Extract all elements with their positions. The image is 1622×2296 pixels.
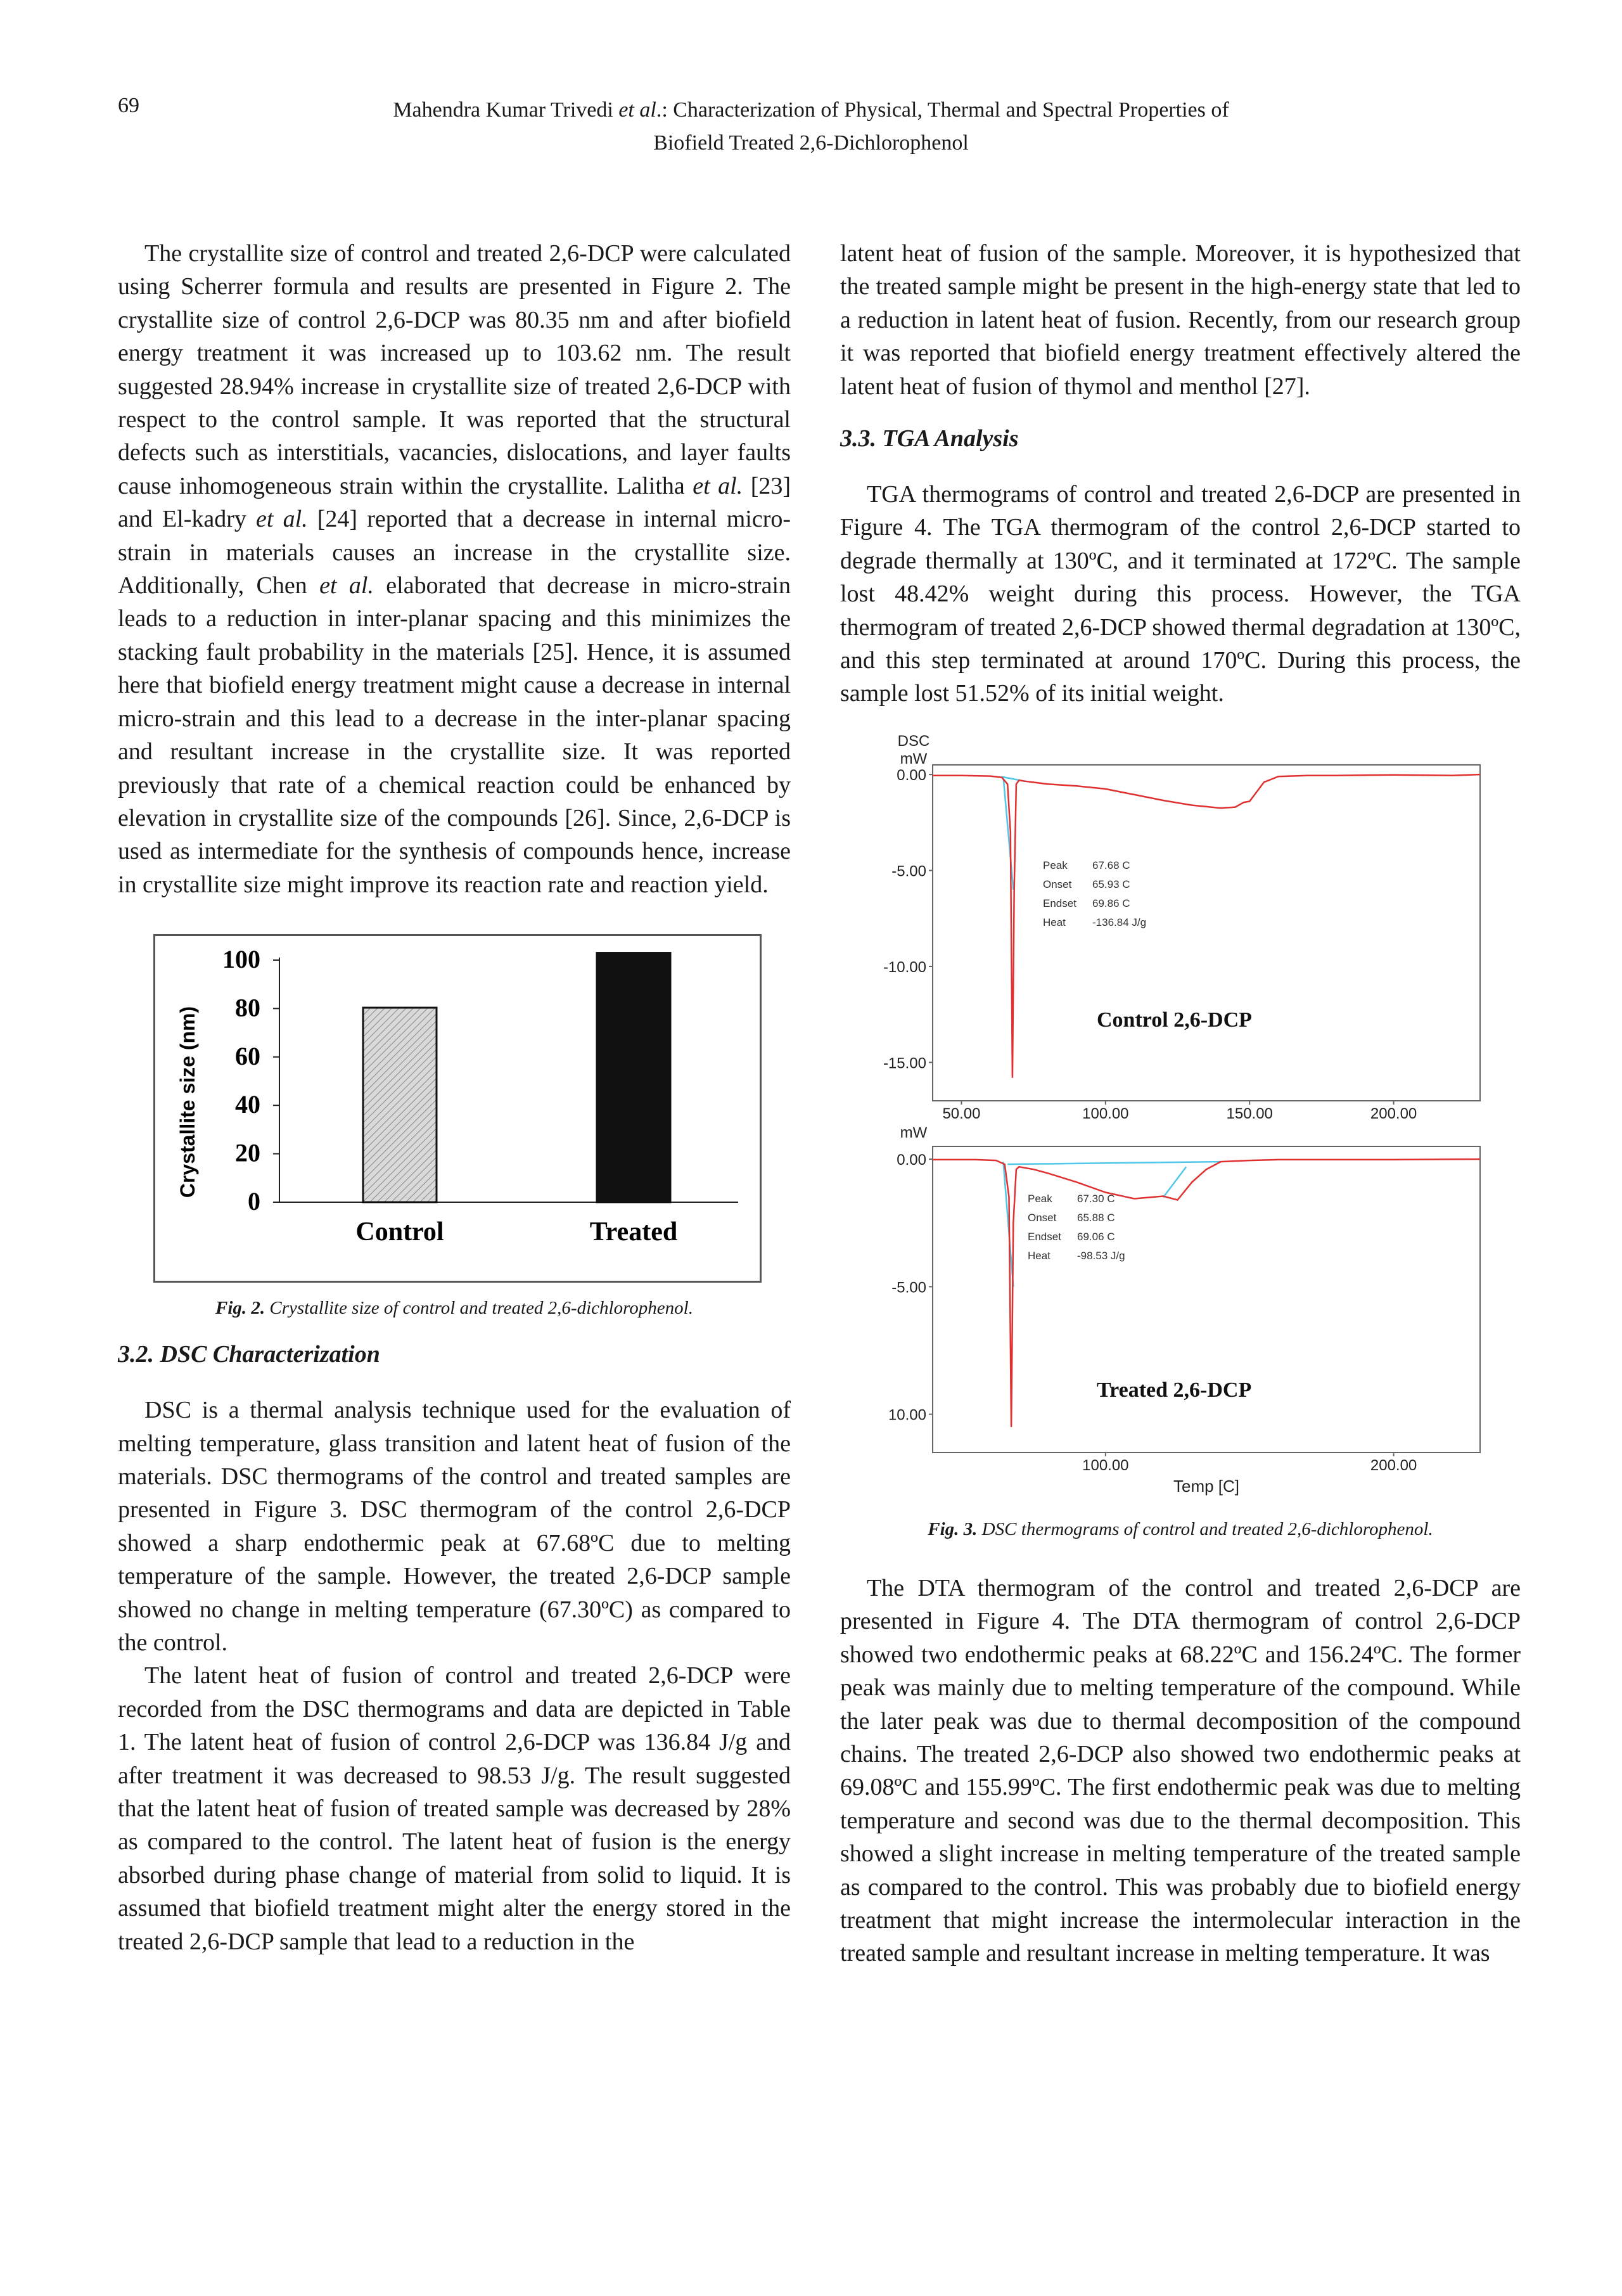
panel-label: Control 2,6-DCP: [1097, 1008, 1252, 1032]
baseline-line: [1007, 1162, 1221, 1164]
running-head-et-al: et al: [618, 98, 656, 122]
left-column: [118, 237, 791, 1958]
onset-tangent-line: [1003, 1162, 1013, 1286]
annotation-value: 65.88 C: [1077, 1211, 1115, 1224]
tga-paragraph: TGA thermograms of control and treated 2,6-DCP are presented in Figure 4. The TGA thermogram of the control 2,6-DCP started to degrade thermally at 130ºC, and it terminated at 172ºC. The sample lost 48.42% weight during this process. However, the TGA thermogram of treated 2,6-DCP showed thermal degradation at 130ºC, and this step terminated at around 170ºC. During this process, the sample lost 51.52% of its initial weight.: [840, 481, 1521, 707]
section-3-3-heading: 3.3. TGA Analysis: [840, 425, 1019, 452]
running-head-title-2: Biofield Treated 2,6-Dichlorophenol: [653, 131, 969, 155]
latent-heat-paragraph: The latent heat of fusion of control and treated 2,6-DCP were recorded from the DSC thermograms and data are depicted in Table 1. The latent heat of fusion of control 2,6-DCP was 136.84 J/g and after treatment it was decreased to 98.53 J/g. The result suggested that the latent heat of fusion of treated sample was decreased by 28% as compared to the control. The latent heat of fusion is the energy absorbed during phase change of material from solid to liquid. It is assumed that biofield treatment might alter the energy stored in the treated 2,6-DCP sample that lead to a reduction in the: [118, 1662, 791, 1955]
y-tick-label: 0.00: [897, 1151, 926, 1169]
right-column: [840, 237, 1521, 1970]
annotation-key: Peak: [1028, 1192, 1052, 1205]
x-category-label: Control: [355, 1217, 444, 1247]
y-tick-label: 100: [222, 945, 260, 974]
figure-2-bar-chart: [153, 934, 762, 1283]
annotation-key: Onset: [1043, 878, 1072, 890]
x-tick-label: 200.00: [1370, 1456, 1417, 1474]
annotation-value: 65.93 C: [1092, 878, 1130, 890]
x-tick-label: 150.00: [1226, 1105, 1273, 1122]
y-tick-label: 40: [235, 1090, 260, 1119]
dsc-curve: [933, 774, 1480, 1078]
units-label: mW: [900, 1124, 928, 1141]
annotation-key: Heat: [1028, 1249, 1050, 1262]
y-tick-label: -15.00: [883, 1055, 926, 1072]
running-head-authors: Mahendra Kumar Trivedi: [393, 98, 613, 122]
running-head: [190, 94, 1432, 160]
x-tick-label: 200.00: [1370, 1105, 1417, 1122]
y-tick-label: 80: [235, 993, 260, 1022]
x-category-label: Treated: [589, 1217, 678, 1247]
dta-paragraph: The DTA thermogram of the control and treated 2,6-DCP are presented in Figure 4. The DTA thermogram of control 2,6-DCP showed two endothermic peaks at 68.22ºC and 156.24ºC. The former peak was mainly due to melting temperature of the compound. While the later peak was due to thermal decomposition of the compound chains. The treated 2,6-DCP also showed two endothermic peaks at 69.08ºC and 155.99ºC. The first endothermic peak was due to melting temperature and second was due to the thermal decomposition. This showed a slight increase in melting temperature of the treated sample as compared to the control. This was probably due to biofield energy treatment that might increase the intermolecular interaction in the treated sample and resultant increase in melting temperature. It was: [840, 1574, 1521, 1967]
annotation-key: Heat: [1043, 916, 1066, 928]
figure-3-caption: Fig. 3. DSC thermograms of control and treated 2,6-dichlorophenol.: [928, 1518, 1433, 1539]
page-number: 69: [118, 94, 139, 117]
crystallite-paragraph: The crystallite size of control and treated 2,6-DCP were calculated using Scherrer formula and results are presented in Figure 2. The crystallite size of control 2,6-DCP was 80.35 nm and after biofield energy treatment it was increased up to 103.62 nm. The result suggested 28.94% increase in crystallite size of treated 2,6-DCP with respect to the control sample. It was reported that the structural defects such as interstitials, vacancies, dislocations, and layer faults cause inhomogeneous strain within the crystallite. Lalitha et al. [23] and El-kadry et al. [24] reported that a decrease in internal micro-strain in materials causes an increase in the crystallite size. Additionally, Chen et al. elaborated that decrease in micro-strain leads to a reduction in inter-planar spacing and this minimizes the stacking fault probability in the materials [25]. Hence, it is assumed here that biofield energy treatment might cause a decrease in internal micro-strain and this lead to a decrease in the inter-planar spacing and resultant increase in the crystallite size. It was reported previously that rate of a chemical reaction could be enhanced by elevation in crystallite size of the compounds [26]. Since, 2,6-DCP is used as intermediate for the synthesis of compounds hence, increase in crystallite size might improve its reaction rate and reaction yield.: [118, 240, 791, 898]
bar-control: [363, 1008, 437, 1202]
annotation-value: 69.86 C: [1092, 897, 1130, 909]
annotation-key: Peak: [1043, 859, 1068, 871]
plot-frame: [933, 765, 1480, 1101]
x-tick-label: 100.00: [1082, 1456, 1129, 1474]
annotation-value: -98.53 J/g: [1077, 1249, 1125, 1262]
y-tick-label: -5.00: [891, 863, 926, 880]
latent-heat-continued-paragraph: latent heat of fusion of the sample. Moreover, it is hypothesized that the treated sample might be present in the high-energy state that led to a reduction in latent heat of fusion. Recently, from our research group it was reported that biofield energy treatment effectively altered the latent heat of fusion of thymol and menthol [27].: [840, 240, 1521, 400]
x-tick-label: 50.00: [942, 1105, 981, 1122]
units-label: mW: [900, 750, 928, 767]
annotation-key: Endset: [1028, 1230, 1061, 1243]
section-3-2-heading: 3.2. DSC Characterization: [118, 1341, 380, 1368]
dsc-intro-paragraph: DSC is a thermal analysis technique used for the evaluation of melting temperature, glass transition and latent heat of fusion of the materials. DSC thermograms of the control and treated samples are presented in Figure 3. DSC thermogram of the control 2,6-DCP showed a sharp endothermic peak at 67.68ºC due to melting temperature of the sample. However, the treated 2,6-DCP sample showed no change in melting temperature (67.30ºC) as compared to the control.: [118, 1397, 791, 1656]
y-tick-label: -5.00: [891, 1279, 926, 1297]
annotation-key: Onset: [1028, 1211, 1057, 1224]
crystallite-bar-chart-svg: [155, 936, 760, 1281]
y-tick-label: 10.00: [888, 1406, 926, 1424]
y-tick-label: 0: [248, 1187, 260, 1216]
annotation-value: 67.68 C: [1092, 859, 1130, 871]
running-head-title-1: .: Characterization of Physical, Thermal and Spectral Properties of: [656, 98, 1229, 122]
y-tick-label: 0.00: [897, 767, 926, 785]
figure-2-caption: Fig. 2. Crystallite size of control and treated 2,6-dichlorophenol.: [215, 1298, 693, 1319]
annotation-value: 67.30 C: [1077, 1192, 1115, 1205]
dsc-thermogram-svg: [840, 733, 1521, 1513]
y-tick-label: 20: [235, 1138, 260, 1167]
x-axis-label: Temp [C]: [1173, 1476, 1240, 1496]
y-tick-label: 60: [235, 1041, 260, 1070]
annotation-value: 69.06 C: [1077, 1230, 1115, 1243]
annotation-value: -136.84 J/g: [1092, 916, 1147, 928]
x-tick-label: 100.00: [1082, 1105, 1129, 1122]
figure-3-dsc-thermograms: [840, 733, 1521, 1513]
units-label: DSC: [897, 733, 930, 750]
annotation-key: Endset: [1043, 897, 1076, 909]
y-axis-label: Crystallite size (nm): [176, 1006, 199, 1198]
y-tick-label: -10.00: [883, 958, 926, 976]
panel-label: Treated 2,6-DCP: [1097, 1378, 1252, 1402]
bar-treated: [597, 953, 670, 1202]
